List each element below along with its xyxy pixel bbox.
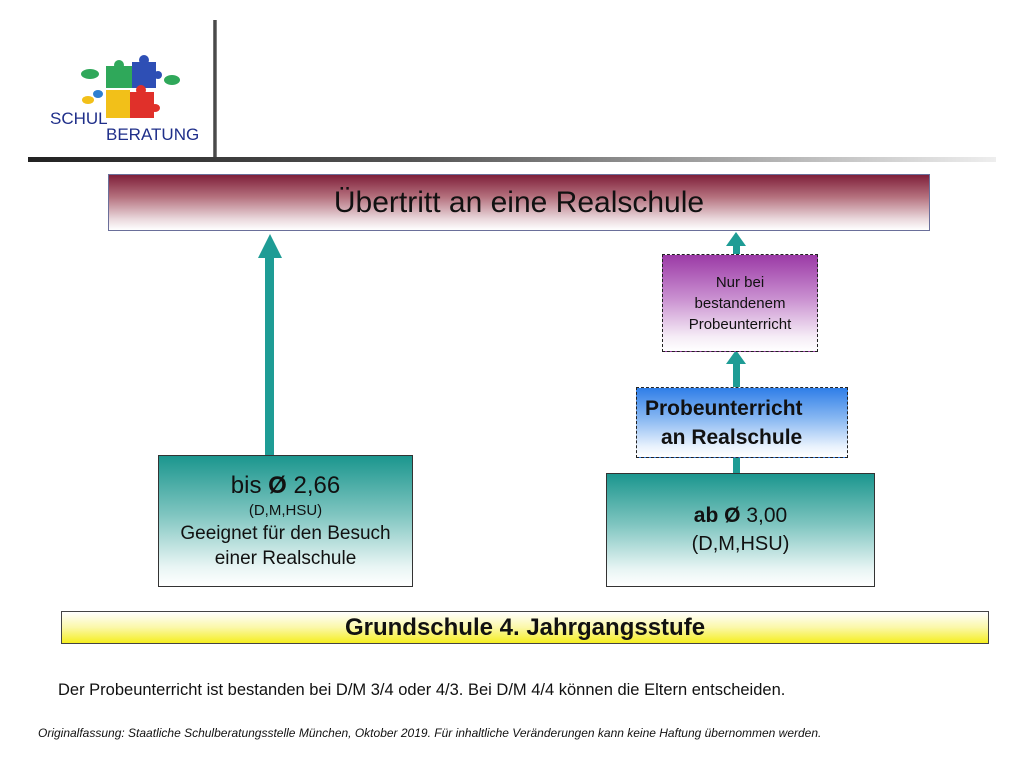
grade-up-to-266-box (158, 455, 413, 587)
condition-box (662, 254, 818, 352)
right-box-grade (694, 502, 787, 530)
logo-text-beratung: BERATUNG (106, 125, 200, 144)
header-horizontal-divider (28, 157, 996, 162)
schulberatung-logo (40, 40, 200, 150)
condition-line-1: Nur bei (715, 273, 765, 291)
right-arrow-shaft-middle (733, 362, 740, 387)
grade-from-300-box (606, 473, 875, 587)
realschule-target-title: Übertritt an eine Realschule (333, 185, 705, 219)
condition-line-3: Probeunterricht (688, 315, 792, 333)
left-box-subjects: (D,M,HSU) (248, 502, 323, 519)
logo-text-schul: SCHUL (50, 109, 108, 128)
right-box-grade-value: 3,00 (740, 504, 788, 527)
right-box-average-symbol: Ø (724, 504, 741, 527)
realschule-target-box (108, 174, 930, 231)
right-arrow-shaft-top (733, 244, 740, 254)
left-box-grade (231, 471, 340, 501)
left-box-text-line-2: einer Realschule (214, 548, 357, 569)
right-box-grade-prefix: ab (693, 504, 725, 527)
right-arrow-shaft-bottom (733, 458, 740, 474)
left-box-grade-value: 2,66 (286, 472, 341, 499)
left-arrow-shaft (265, 256, 274, 455)
right-box-subjects: (D,M,HSU) (691, 533, 790, 555)
condition-line-2: bestandenem (694, 294, 786, 312)
probeunterricht-box (636, 387, 848, 458)
left-box-average-symbol: Ø (268, 472, 287, 499)
grundschule-base-bar (61, 611, 989, 644)
puzzle-logo-icon (40, 40, 200, 150)
header-vertical-divider (213, 20, 217, 160)
probeunterricht-line-1: Probeunterricht (645, 396, 803, 420)
left-box-grade-prefix: bis (230, 472, 269, 499)
footer-disclaimer: Originalfassung: Staatliche Schulberatungsstelle München, Oktober 2019. Für inhaltliche Veränderungen kann keine Haftung übernommen werden. (38, 726, 822, 740)
probeunterricht-line-2: an Realschule (661, 425, 803, 449)
probeunterricht-note: Der Probeunterricht ist bestanden bei D/M 3/4 oder 4/3. Bei D/M 4/4 können die Eltern entscheiden. (58, 681, 786, 699)
grundschule-label: Grundschule 4. Jahrgangsstufe (344, 613, 706, 641)
left-box-text-line-1: Geeignet für den Besuch (180, 523, 391, 544)
left-arrow-head-icon (258, 234, 282, 258)
